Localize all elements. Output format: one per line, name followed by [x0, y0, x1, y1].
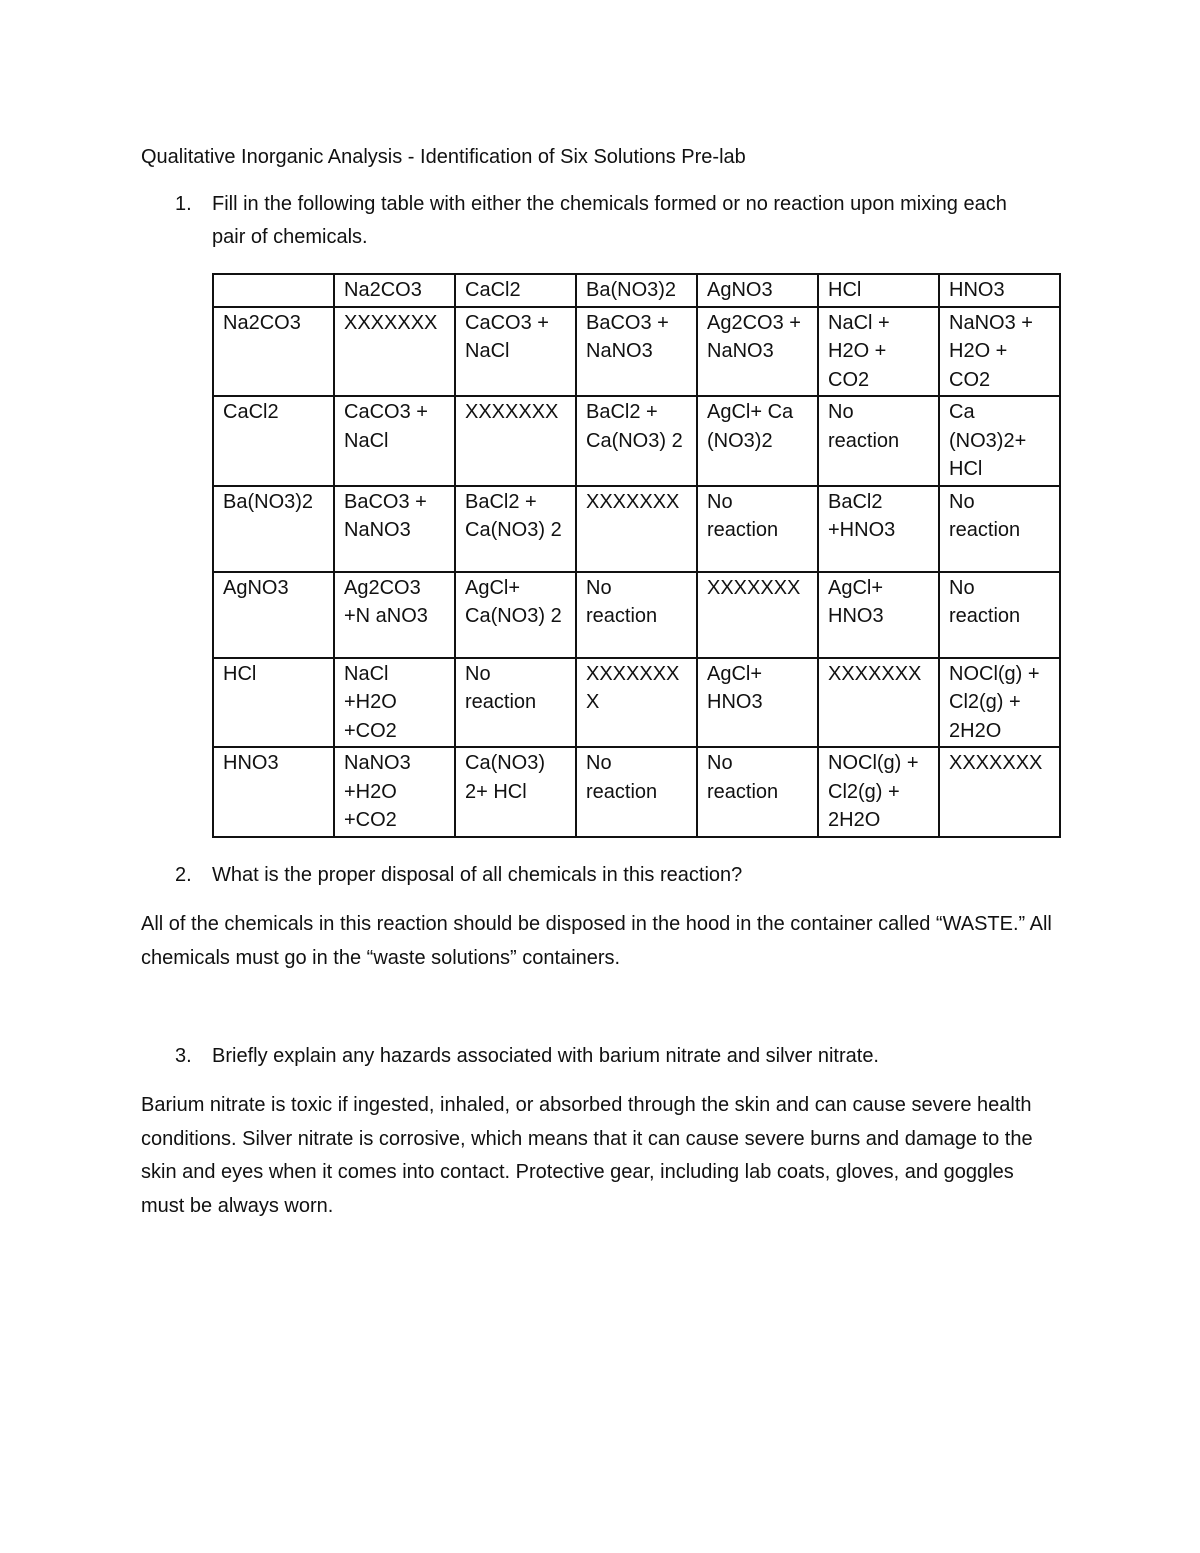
table-cell: NOCl(g) + Cl2(g) + 2H2O [939, 658, 1060, 748]
table-row [213, 396, 1060, 486]
answer-3: Barium nitrate is toxic if ingested, inhaled, or absorbed through the skin and can cause severe health conditions. Silver nitrate is corrosive, which means that it can cause severe burns and damage to the skin and eyes when it comes into contact. Protective gear, including lab coats, gloves, and goggles must be always worn. [141, 1094, 1033, 1217]
table-cell: BaCO3 + NaNO3 [334, 486, 455, 572]
row-header: CaCl2 [213, 396, 334, 486]
column-header: Ba(NO3)2 [576, 274, 697, 307]
table-cell: BaCl2 + Ca(NO3) 2 [576, 396, 697, 486]
table-cell: XXXXXXX [576, 486, 697, 572]
table-row [213, 747, 1060, 837]
table-cell: No reaction [576, 747, 697, 837]
question-1-text: Fill in the following table with either the chemicals formed or no reaction upon mixing each pair of chemicals. [212, 193, 1007, 248]
table-corner-cell [213, 274, 334, 307]
table-row [213, 572, 1060, 658]
table-cell: XXXXXXX [939, 747, 1060, 837]
answer-2: All of the chemicals in this reaction should be disposed in the hood in the container called “WASTE.” All chemicals must go in the “waste solutions” containers. [141, 913, 1052, 969]
table-cell: Ca(NO3) 2+ HCl [455, 747, 576, 837]
table-cell: Ag2CO3 + NaNO3 [697, 307, 818, 397]
question-3-number: 3. [175, 1045, 192, 1067]
row-header: Ba(NO3)2 [213, 486, 334, 572]
column-header: HCl [818, 274, 939, 307]
table-cell: NaCl + H2O + CO2 [818, 307, 939, 397]
table-cell: AgCl+ Ca (NO3)2 [697, 396, 818, 486]
table-row [213, 307, 1060, 397]
table-cell: CaCO3 + NaCl [334, 396, 455, 486]
row-header: HNO3 [213, 747, 334, 837]
table-row [213, 658, 1060, 748]
table-cell: AgCl+ HNO3 [697, 658, 818, 748]
table-cell: NaNO3 + H2O + CO2 [939, 307, 1060, 397]
table-cell: BaCl2 + Ca(NO3) 2 [455, 486, 576, 572]
table-cell: XXXXXXX [334, 307, 455, 397]
table-cell: Ca (NO3)2+ HCl [939, 396, 1060, 486]
question-2-number: 2. [175, 864, 192, 886]
question-2-text: What is the proper disposal of all chemicals in this reaction? [212, 864, 743, 886]
table-cell: No reaction [697, 747, 818, 837]
question-1 [175, 188, 1035, 254]
table-cell: CaCO3 + NaCl [455, 307, 576, 397]
table-cell: No reaction [818, 396, 939, 486]
row-header: AgNO3 [213, 572, 334, 658]
table-cell: BaCO3 + NaNO3 [576, 307, 697, 397]
table-cell: XXXXXXX [697, 572, 818, 658]
table-cell: AgCl+ Ca(NO3) 2 [455, 572, 576, 658]
table-cell: XXXXXXX [455, 396, 576, 486]
table-row [213, 486, 1060, 572]
question-3 [175, 1040, 1035, 1073]
column-header: Na2CO3 [334, 274, 455, 307]
column-header: CaCl2 [455, 274, 576, 307]
table-cell: AgCl+ HNO3 [818, 572, 939, 658]
row-header: Na2CO3 [213, 307, 334, 397]
table-cell: No reaction [697, 486, 818, 572]
table-cell: No reaction [576, 572, 697, 658]
table-cell: XXXXXXX [818, 658, 939, 748]
row-header: HCl [213, 658, 334, 748]
table-cell: NaNO3 +H2O +CO2 [334, 747, 455, 837]
table-cell: NaCl +H2O +CO2 [334, 658, 455, 748]
question-1-number: 1. [175, 193, 192, 215]
table-cell: No reaction [939, 572, 1060, 658]
column-header: HNO3 [939, 274, 1060, 307]
table-cell: No reaction [939, 486, 1060, 572]
table-cell: No reaction [455, 658, 576, 748]
table-cell: XXXXXXX X [576, 658, 697, 748]
document-title: Qualitative Inorganic Analysis - Identification of Six Solutions Pre-lab [141, 146, 746, 168]
question-3-text: Briefly explain any hazards associated with barium nitrate and silver nitrate. [212, 1045, 879, 1067]
table-cell: BaCl2 +HNO3 [818, 486, 939, 572]
reaction-table [212, 273, 1061, 838]
column-header: AgNO3 [697, 274, 818, 307]
question-2 [175, 859, 1035, 892]
table-cell: NOCl(g) + Cl2(g) + 2H2O [818, 747, 939, 837]
table-header-row [213, 274, 1060, 307]
table-cell: Ag2CO3 +N aNO3 [334, 572, 455, 658]
